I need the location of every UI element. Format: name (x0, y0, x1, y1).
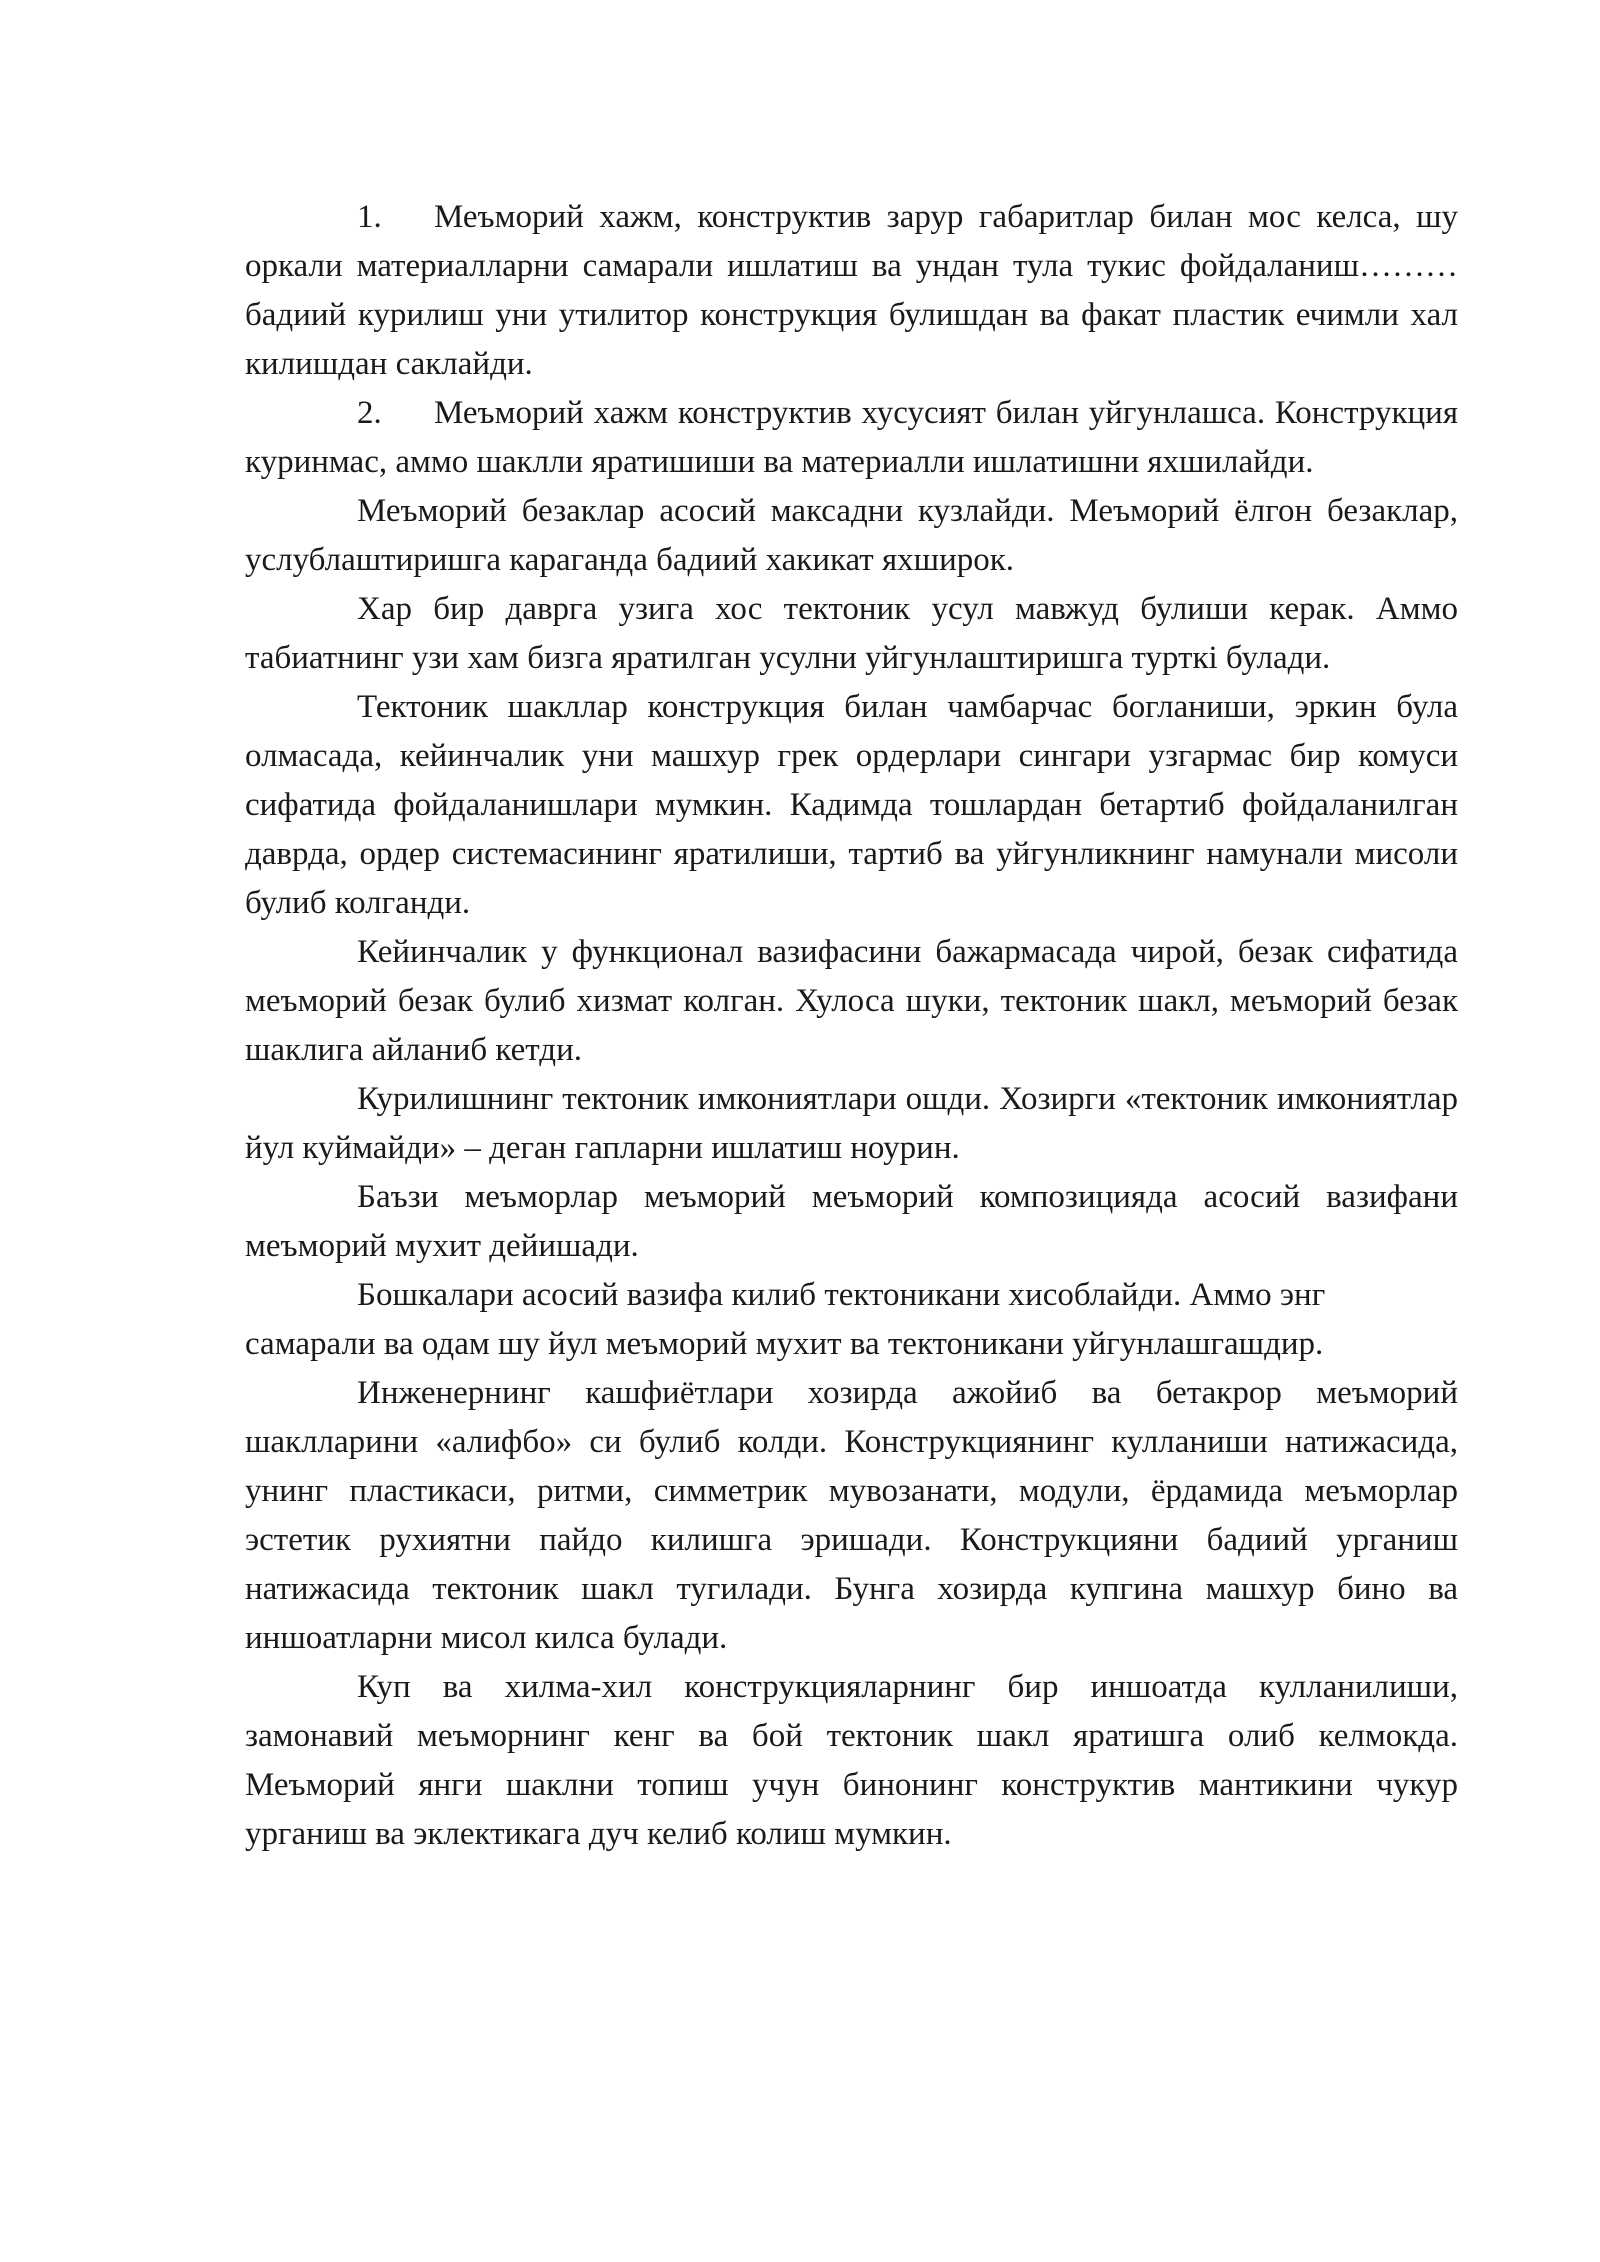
paragraph-tectonic-method: Хар бир даврга узига хос тектоник усул мавжуд булиши керак. Аммо табиатнинг узи хам бизга яратилган усулни уйгунлаштиришга турткi булади. (245, 591, 1458, 676)
paragraph-tectonic-forms: Тектоник шакллар конструкция билан чамбарчас богланиши, эркин була олмасада, кейинчалик уни машхур грек ордерлари сингари узгармас бир комуси сифатида фойдаланишлари мумкин. Кадимда тошлардан бетартиб фойдаланилган даврда, ордер системасининг яратилиши, тартиб ва уйгунликнинг намунали мисоли булиб колганди. (245, 689, 1458, 921)
numbered-paragraph-1 (245, 193, 1458, 389)
numbered-paragraph-2 (245, 389, 1458, 487)
item-number-2: 2. (357, 395, 382, 431)
paragraph-tectonic-possibilities: Курилишнинг тектоник имкониятлари ошди. Хозирги «тектоник имкониятлар йул куймайди» – деган гапларни ишлатиш ноурин. (245, 1081, 1458, 1166)
paragraph-architects-opinion: Баъзи меъморлар меъморий меъморий композицияда асосий вазифани меъморий мухит дейишади. (245, 1179, 1458, 1264)
paragraph-decorations: Меъморий безаклар асосий максадни кузлайди. Меъморий ёлгон безаклар, услублаштиришга караганда бадиий хакикат яхширок. (245, 493, 1458, 578)
item-number-1: 1. (357, 199, 382, 235)
paragraph-engineering-discoveries: Инженернинг кашфиётлари хозирда ажойиб ва бетакрор меъморий шаклларини «алифбо» си булиб колди. Конструкциянинг кулланиши натижасида, унинг пластикаси, ритми, симметрик мувозанати, модули, ёрдамида меъморлар эстетик рухиятни пайдо килишга эришади. Конструкцияни бадиий урганиш натижасида тектоник шакл тугилади. Бунга хозирда купгина машхур бино ва иншоатларни мисол килса булади. (245, 1375, 1458, 1656)
paragraph-functional-role: Кейинчалик у функционал вазифасини бажармасада чирой, безак сифатида меъморий безак булиб хизмат колган. Хулоса шуки, тектоник шакл, меъморий безак шаклига айланиб кетди. (245, 934, 1458, 1068)
paragraph-others-opinion: Бошкалари асосий вазифа килиб тектоникани хисоблайди. Аммо энг самарали ва одам шу йул меъморий мухит ва тектоникани уйгунлашгашдир. (245, 1277, 1326, 1362)
document-body (245, 193, 1458, 1859)
item-text-1: Меъморий хажм, конструктив зарур габаритлар билан мос келса, шу оркали материалларни самарали ишлатиш ва ундан тула тукис фойдаланиш……… бадиий курилиш уни утилитор конструкция булишдан ва факат пластик ечимли хал килишдан саклайди. (245, 199, 1458, 382)
paragraph-diverse-constructions: Куп ва хилма-хил конструкцияларнинг бир иншоатда кулланилиши, замонавий меъморнинг кенг ва бой тектоник шакл яратишга олиб келмокда. Меъморий янги шаклни топиш учун бинонинг конструктив мантикини чукур урганиш ва эклектикага дуч келиб колиш мумкин. (245, 1669, 1458, 1852)
item-text-2: Меъморий хажм конструктив хусусият билан уйгунлашса. Конструкция куринмас, аммо шаклли яратишиши ва материалли ишлатишни яхшилайди. (245, 395, 1458, 480)
